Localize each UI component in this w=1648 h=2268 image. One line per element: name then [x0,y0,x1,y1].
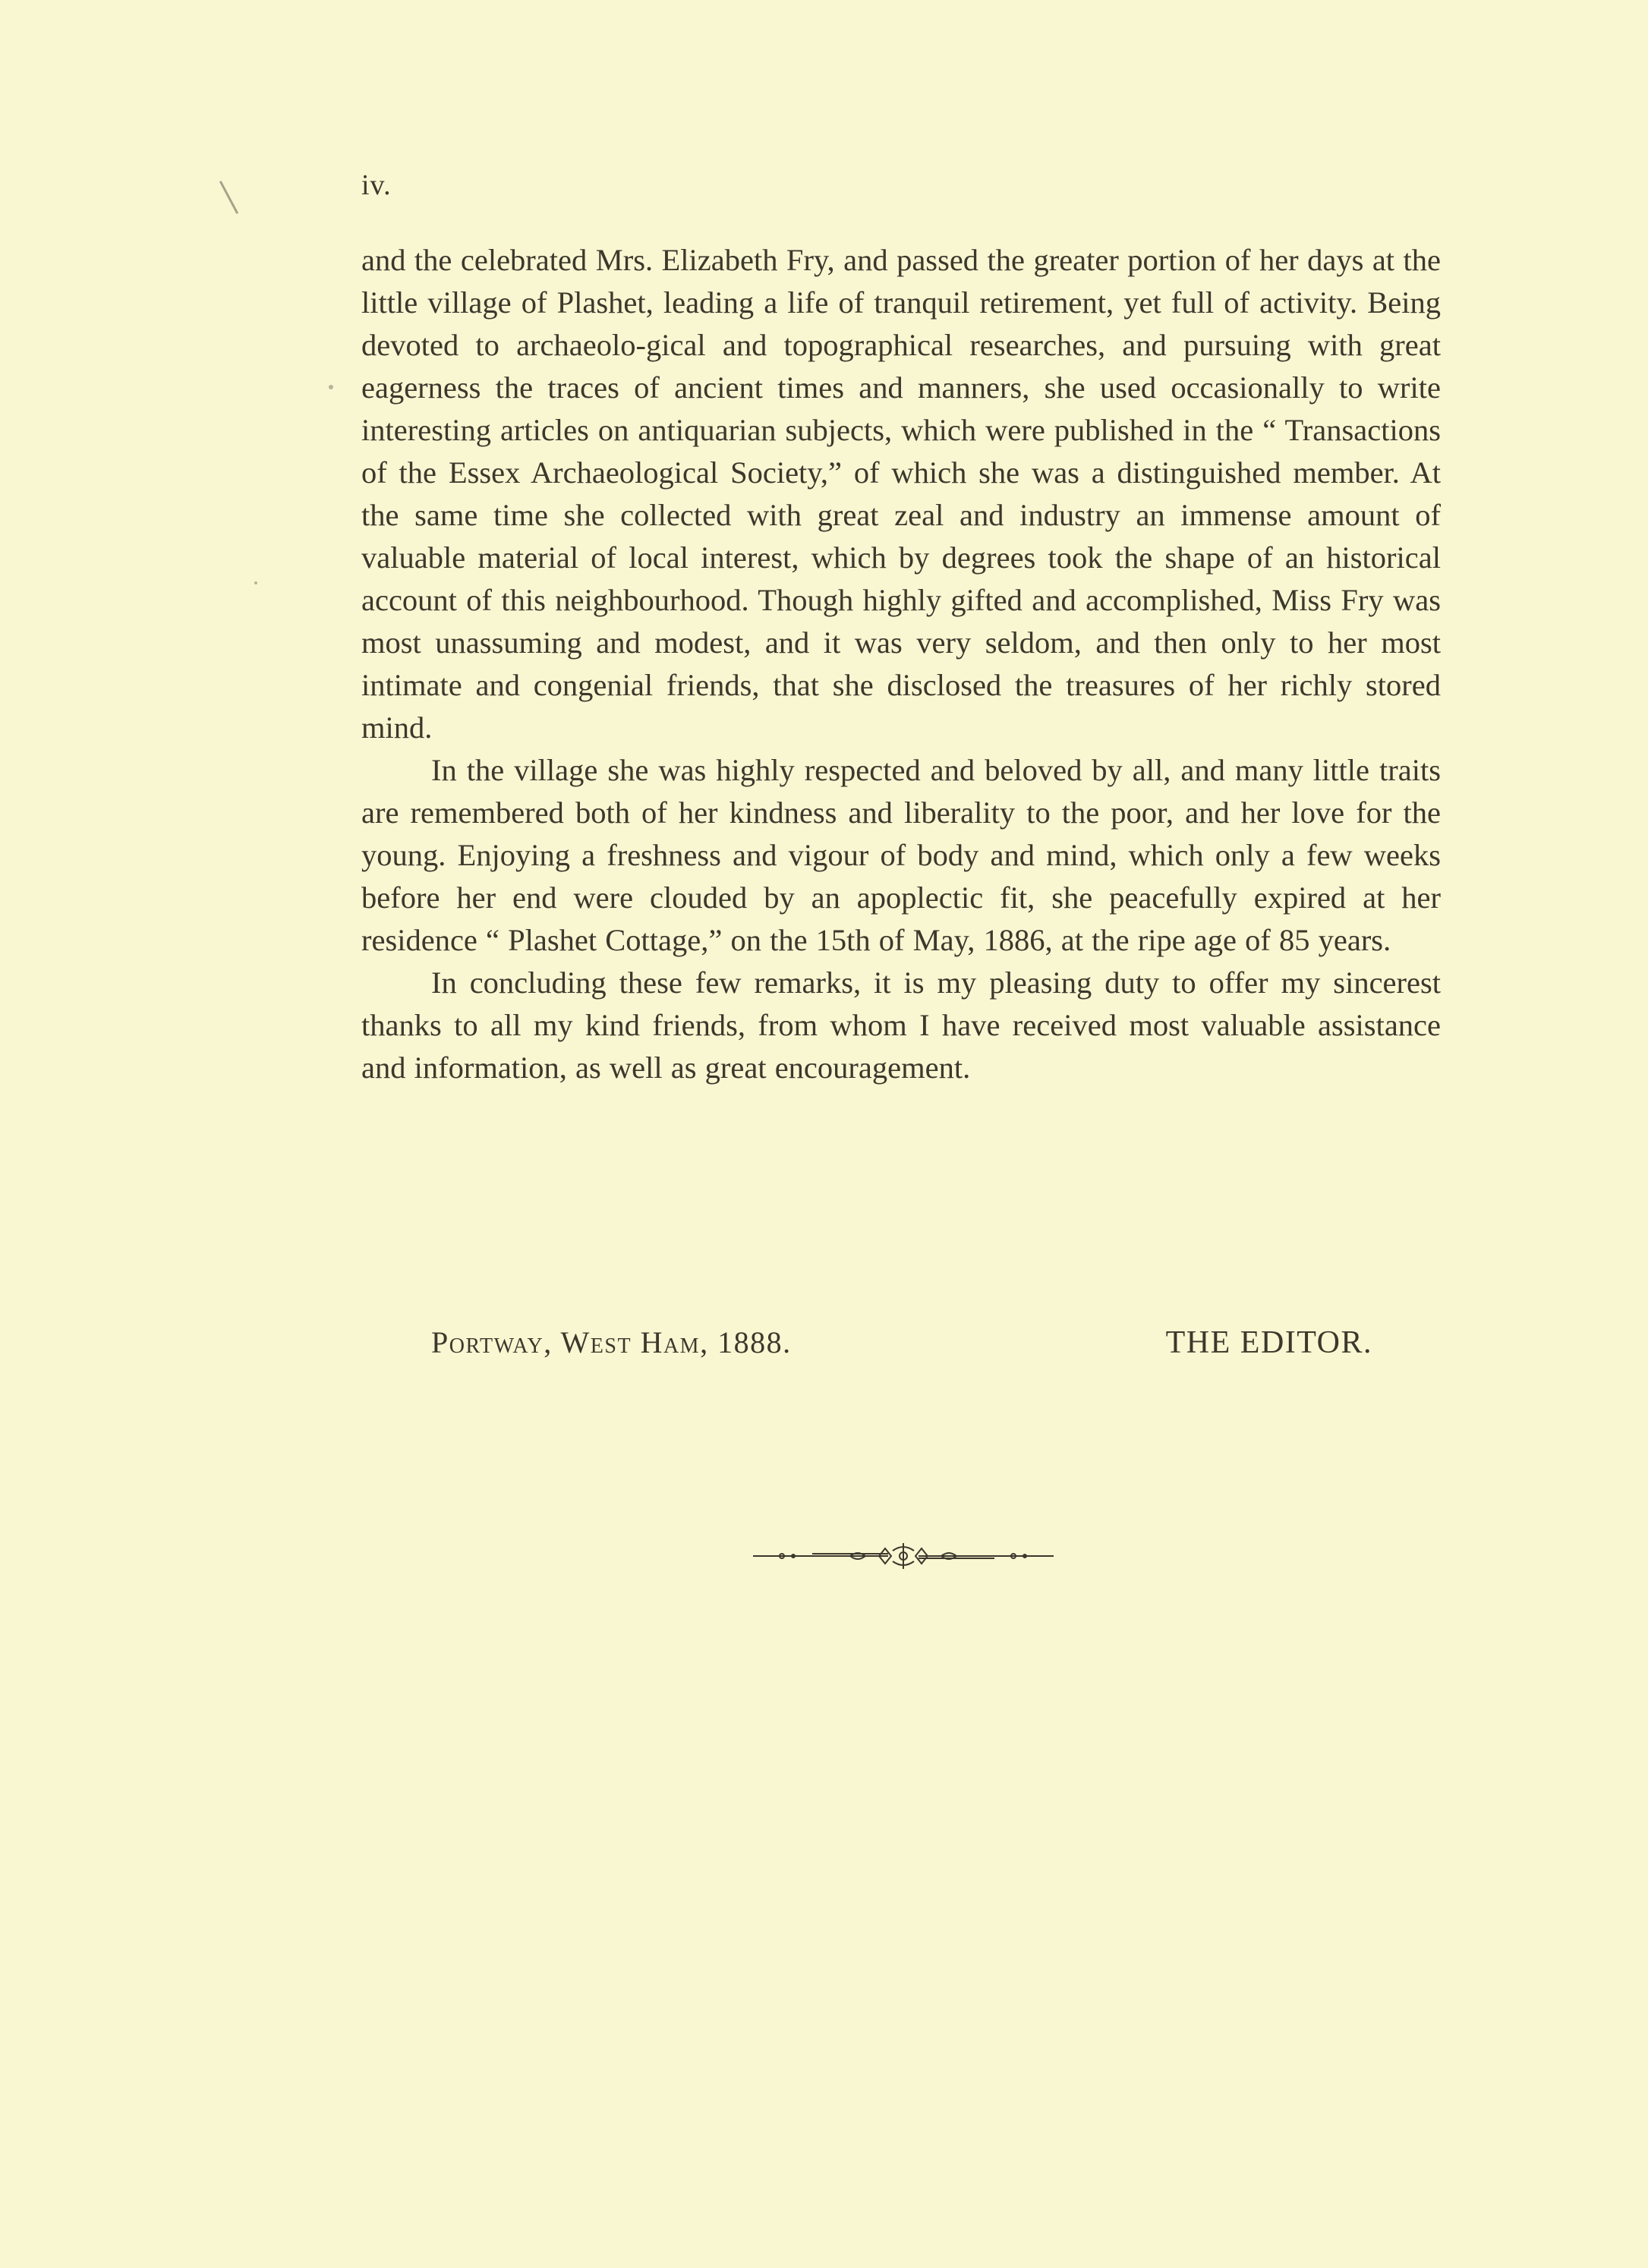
paragraph: In the village she was highly respected and beloved by all, and many little traits are remembered both of her kindness and liberality to the poor, and her love for the young. Enjoying a freshness and vigour of body and mind, which only a few weeks before her end were clouded by an apoplectic fit, she peacefully expired at her residence “ Plashet Cottage,” on the 15th of May, 1886, at the ripe age of 85 years. [361,753,1441,957]
body-text [361,239,1441,1089]
paragraph: and the celebrated Mrs. Elizabeth Fry, and passed the greater portion of her days at the little village of Plashet, leading a life of tranquil retirement, yet full of activity. Being devoted to archaeolo-gical and topographical researches, and pursuing with great eagerness the traces of ancient times and manners, she used occasionally to write interesting articles on antiquarian subjects, which were published in the “ Transactions of the Essex Archaeological Society,” of which she was a distinguished member. At the same time she collected with great zeal and industry an immense amount of valuable material of local interest, which by degrees took the shape of an historical account of this neighbourhood. Though highly gifted and accomplished, Miss Fry was most unassuming and modest, and it was very seldom, and then only to her most intimate and congenial friends, that she disclosed the treasures of her richly stored mind. [361,243,1441,745]
signoff-author: THE EDITOR. [1165,1325,1372,1360]
paragraph: In concluding these few remarks, it is my pleasing duty to offer my sincerest thanks to all my kind friends, from whom I have received most valuable assistance and information, as well as great encouragement. [361,965,1441,1085]
margin-speck [254,581,257,584]
page-number: iv. [361,169,392,201]
margin-speck [329,385,333,389]
ornamental-rule-icon [752,1537,1055,1575]
signoff [431,1325,1372,1370]
margin-mark [219,181,238,214]
signoff-place: Portway, West Ham, 1888. [431,1325,792,1359]
